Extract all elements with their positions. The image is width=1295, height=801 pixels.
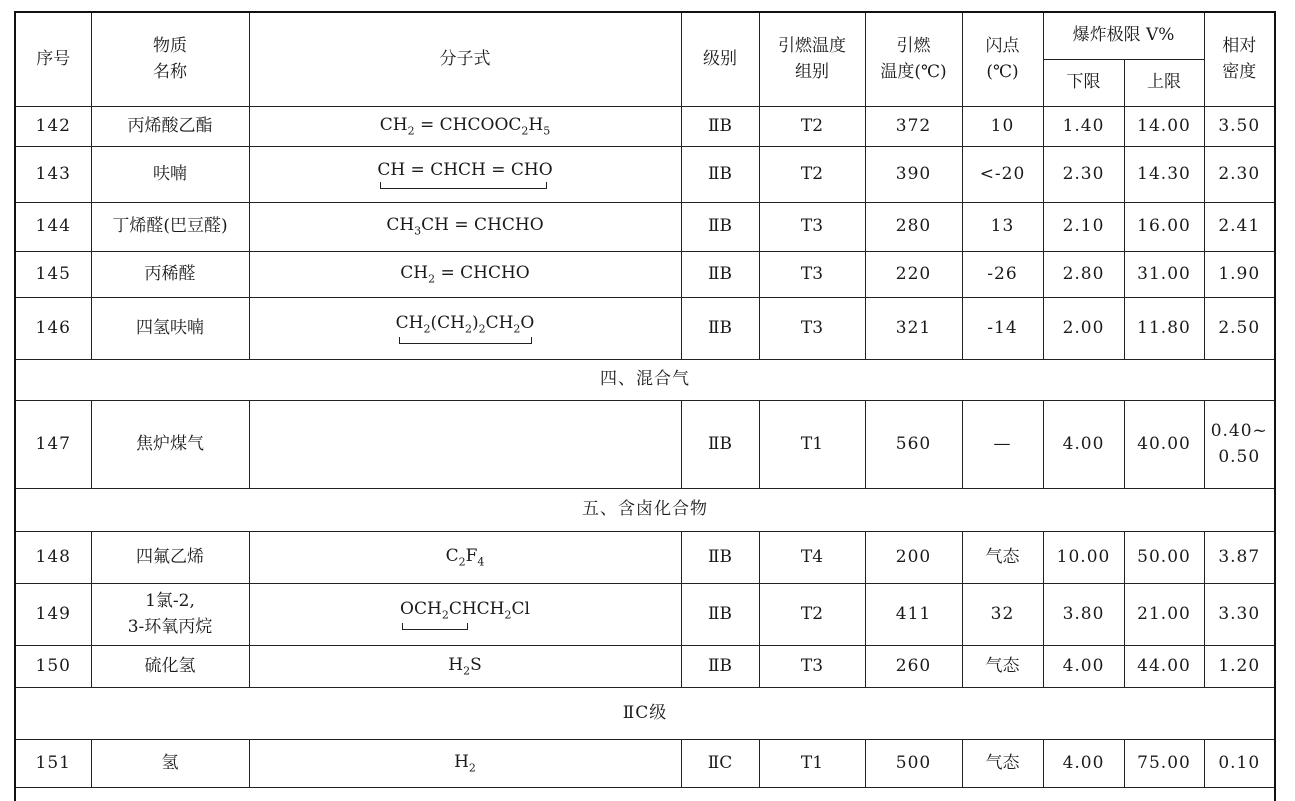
row-no: 146 — [16, 298, 91, 360]
row-upper: 14.30 — [1124, 147, 1204, 203]
row-density: 2.41 — [1204, 203, 1274, 252]
row-formula: $H_2S$ — [249, 646, 681, 688]
row-grade: ⅡB — [681, 107, 759, 147]
row-temp: 260 — [865, 646, 962, 688]
table-row — [16, 147, 1274, 203]
header-density-bottom: 密度 — [1222, 61, 1257, 82]
section-title-halogen: 五、含卤化合物 — [16, 489, 1274, 532]
properties-table — [16, 13, 1274, 788]
row-formula — [249, 147, 681, 203]
row-flash: 32 — [962, 584, 1043, 646]
row-temp: 280 — [865, 203, 962, 252]
row-name: 硫化氢 — [91, 646, 249, 688]
row-grade: ⅡB — [681, 584, 759, 646]
row-name: 丙稀醛 — [91, 252, 249, 298]
ring-formula: $CH_2(CH_2)_2CH_2O$ — [396, 313, 535, 344]
header-temp-group — [759, 13, 865, 107]
header-name-top: 物质 — [153, 36, 187, 56]
header-row-1 — [16, 13, 1274, 60]
row-lower: 2.00 — [1043, 298, 1124, 360]
row-group: T2 — [759, 107, 865, 147]
row-grade: ⅡC — [681, 740, 759, 788]
header-group-top: 引燃温度 — [778, 36, 846, 56]
row-lower: 4.00 — [1043, 401, 1124, 489]
row-temp: 411 — [865, 584, 962, 646]
section-title-mix: 四、混合气 — [16, 360, 1274, 401]
row-name-line-1: 1氯-2, — [145, 591, 195, 611]
row-density — [1204, 401, 1274, 489]
row-grade: ⅡB — [681, 203, 759, 252]
row-flash: <-20 — [962, 147, 1043, 203]
row-density: 2.50 — [1204, 298, 1274, 360]
row-density: 2.30 — [1204, 147, 1274, 203]
row-upper: 16.00 — [1124, 203, 1204, 252]
row-temp: 372 — [865, 107, 962, 147]
row-upper: 21.00 — [1124, 584, 1204, 646]
row-name-line-2: 3-环氧丙烷 — [127, 616, 213, 637]
row-lower: 2.10 — [1043, 203, 1124, 252]
row-group: T1 — [759, 401, 865, 489]
row-density: 1.20 — [1204, 646, 1274, 688]
row-upper: 31.00 — [1124, 252, 1204, 298]
row-formula: $CH_3CH$ = CHCHO — [249, 203, 681, 252]
table-row — [16, 740, 1274, 788]
row-formula — [249, 584, 681, 646]
row-name: 丙烯酸乙酯 — [91, 107, 249, 147]
header-name-bottom: 名称 — [153, 61, 187, 82]
table-row — [16, 646, 1274, 688]
row-temp: 200 — [865, 532, 962, 584]
row-upper: 40.00 — [1124, 401, 1204, 489]
header-flash-bottom: (℃) — [986, 61, 1019, 82]
row-group: T3 — [759, 298, 865, 360]
row-flash: 气态 — [962, 740, 1043, 788]
row-name: 四氟乙烯 — [91, 532, 249, 584]
table-row — [16, 401, 1274, 489]
density-line-2: 0.50 — [1218, 446, 1261, 467]
row-density: 1.90 — [1204, 252, 1274, 298]
row-upper: 44.00 — [1124, 646, 1204, 688]
row-lower: 3.80 — [1043, 584, 1124, 646]
ring-bracket — [380, 182, 546, 189]
section-title-iic: ⅡC级 — [16, 688, 1274, 740]
row-grade: ⅡB — [681, 252, 759, 298]
row-flash: -14 — [962, 298, 1043, 360]
row-grade: ⅡB — [681, 298, 759, 360]
row-no: 147 — [16, 401, 91, 489]
row-no: 144 — [16, 203, 91, 252]
ring-formula: $OCH_2CHCH_2Cl$ — [400, 599, 530, 630]
row-flash: 气态 — [962, 646, 1043, 688]
row-lower: 2.30 — [1043, 147, 1124, 203]
row-grade: ⅡB — [681, 646, 759, 688]
row-group: T3 — [759, 203, 865, 252]
row-flash: 13 — [962, 203, 1043, 252]
row-formula — [249, 298, 681, 360]
header-upper: 上限 — [1124, 60, 1204, 107]
header-density — [1204, 13, 1274, 107]
table-row — [16, 532, 1274, 584]
header-explosion-limit: 爆炸极限 V% — [1043, 13, 1204, 60]
row-group: T1 — [759, 740, 865, 788]
row-upper: 50.00 — [1124, 532, 1204, 584]
row-no: 143 — [16, 147, 91, 203]
ring-bracket — [402, 623, 468, 630]
row-formula: $CH_2$ = CHCHO — [249, 252, 681, 298]
ring-bracket — [399, 337, 533, 344]
header-density-top: 相对 — [1222, 36, 1257, 56]
header-name — [91, 13, 249, 107]
row-upper: 11.80 — [1124, 298, 1204, 360]
row-density: 3.50 — [1204, 107, 1274, 147]
density-line-1: 0.40~ — [1210, 421, 1268, 441]
row-name: 氢 — [91, 740, 249, 788]
section-row — [16, 360, 1274, 401]
row-name: 丁烯醛(巴豆醛) — [91, 203, 249, 252]
row-lower: 4.00 — [1043, 646, 1124, 688]
row-no: 150 — [16, 646, 91, 688]
row-flash: 气态 — [962, 532, 1043, 584]
row-group: T3 — [759, 646, 865, 688]
row-temp: 500 — [865, 740, 962, 788]
row-formula — [249, 401, 681, 489]
chemical-properties-table-page — [14, 11, 1276, 801]
row-name: 呋喃 — [91, 147, 249, 203]
row-temp: 321 — [865, 298, 962, 360]
header-formula: 分子式 — [249, 13, 681, 107]
section-row — [16, 688, 1274, 740]
row-group: T2 — [759, 584, 865, 646]
row-grade: ⅡB — [681, 532, 759, 584]
header-ignition-temp — [865, 13, 962, 107]
row-lower: 4.00 — [1043, 740, 1124, 788]
row-flash: -26 — [962, 252, 1043, 298]
header-group-bottom: 组别 — [795, 61, 829, 82]
row-upper: 75.00 — [1124, 740, 1204, 788]
row-flash: 10 — [962, 107, 1043, 147]
row-lower: 10.00 — [1043, 532, 1124, 584]
row-lower: 2.80 — [1043, 252, 1124, 298]
row-formula: $CH_2$ = $CHCOOC_2H_5$ — [249, 107, 681, 147]
row-density: 3.30 — [1204, 584, 1274, 646]
row-no: 151 — [16, 740, 91, 788]
row-grade: ⅡB — [681, 401, 759, 489]
header-no: 序号 — [16, 13, 91, 107]
header-lower: 下限 — [1043, 60, 1124, 107]
row-lower: 1.40 — [1043, 107, 1124, 147]
row-no: 148 — [16, 532, 91, 584]
row-group: T2 — [759, 147, 865, 203]
table-row — [16, 298, 1274, 360]
row-temp: 560 — [865, 401, 962, 489]
header-flash-point — [962, 13, 1043, 107]
row-grade: ⅡB — [681, 147, 759, 203]
section-row — [16, 489, 1274, 532]
row-name: 焦炉煤气 — [91, 401, 249, 489]
row-density: 3.87 — [1204, 532, 1274, 584]
row-no: 149 — [16, 584, 91, 646]
table-row — [16, 203, 1274, 252]
row-no: 142 — [16, 107, 91, 147]
row-upper: 14.00 — [1124, 107, 1204, 147]
header-temp-top: 引燃 — [896, 36, 931, 56]
row-group: T4 — [759, 532, 865, 584]
row-flash: — — [962, 401, 1043, 489]
row-name: 四氢呋喃 — [91, 298, 249, 360]
row-temp: 220 — [865, 252, 962, 298]
row-formula: $H_2$ — [249, 740, 681, 788]
row-density: 0.10 — [1204, 740, 1274, 788]
header-flash-top: 闪点 — [985, 36, 1020, 56]
row-temp: 390 — [865, 147, 962, 203]
row-no: 145 — [16, 252, 91, 298]
row-formula: $C_2F_4$ — [249, 532, 681, 584]
ring-formula: CH = CHCH = CHO — [377, 160, 552, 189]
table-row — [16, 252, 1274, 298]
row-group: T3 — [759, 252, 865, 298]
table-row — [16, 584, 1274, 646]
header-grade: 级别 — [681, 13, 759, 107]
table-row — [16, 107, 1274, 147]
row-name — [91, 584, 249, 646]
header-temp-bottom: 温度(℃) — [880, 61, 947, 82]
